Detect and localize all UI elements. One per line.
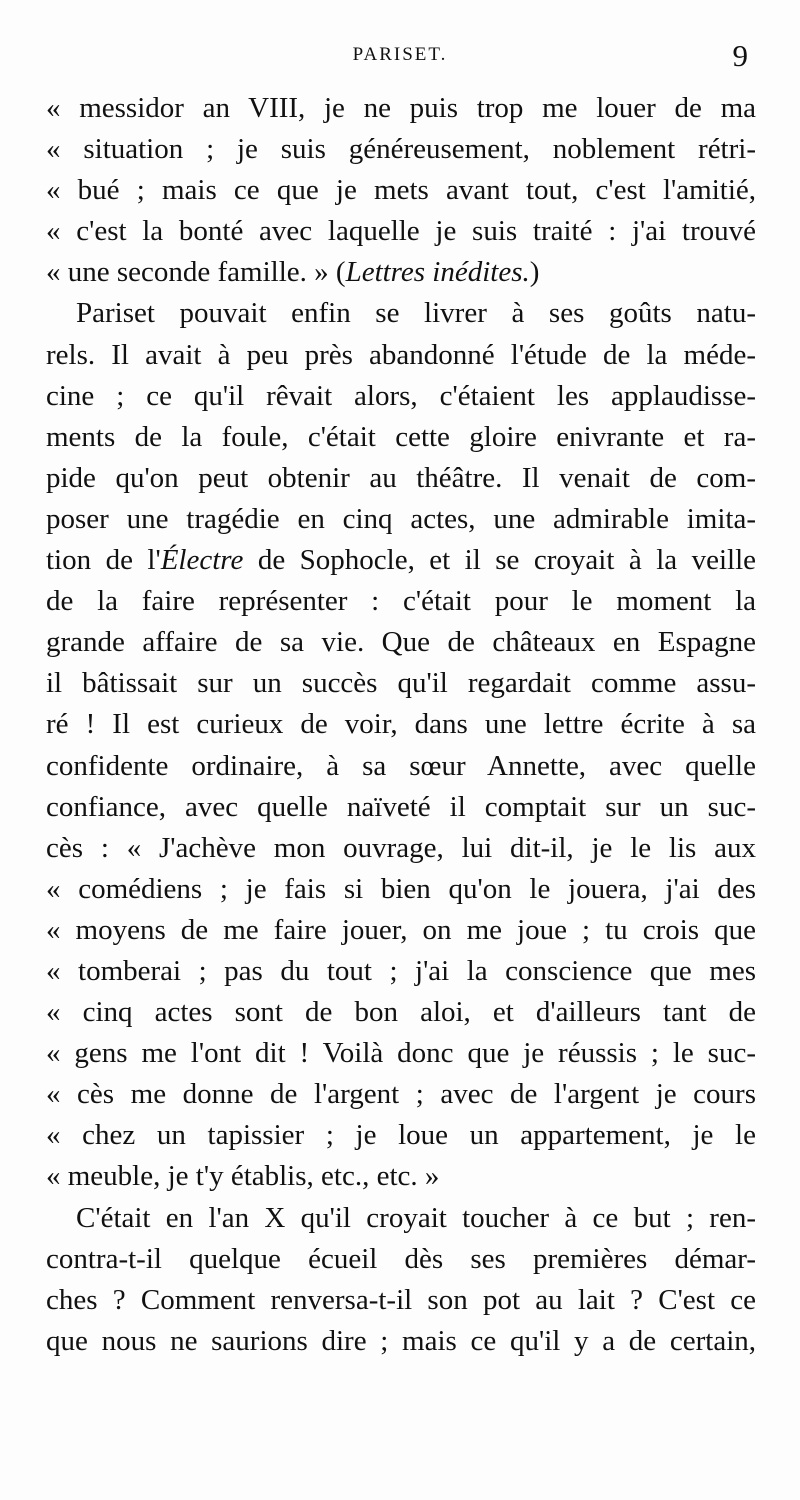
text-line: « chez un tapissier ; je loue un appartement, je le (46, 1119, 756, 1152)
text-line: « comédiens ; je fais si bien qu'on le jouera, j'ai des (46, 872, 756, 905)
text-line: tion de l'Électre de Sophocle, et il se croyait à la veille (46, 544, 756, 577)
text-line: il bâtissait sur un succès qu'il regardait comme assu- (46, 667, 756, 700)
page-number: 9 (732, 38, 748, 73)
text-line: ments de la foule, c'était cette gloire enivrante et ra- (46, 420, 756, 453)
text-line: C'était en l'an X qu'il croyait toucher à ce but ; ren- (76, 1201, 756, 1234)
text-line: « tomberai ; pas du tout ; j'ai la conscience que mes (46, 954, 756, 987)
text-line: « bué ; mais ce que je mets avant tout, c'est l'amitié, (46, 174, 756, 207)
text-line: « meuble, je t'y établis, etc., etc. » (46, 1160, 440, 1193)
text-line: « moyens de me faire jouer, on me joue ; tu crois que (46, 913, 756, 946)
text-line: que nous ne saurions dire ; mais ce qu'il y a de certain, (46, 1324, 756, 1357)
text-line: « cès me donne de l'argent ; avec de l'argent je cours (46, 1078, 756, 1111)
text-line: « cinq actes sont de bon aloi, et d'ailleurs tant de (46, 996, 756, 1029)
text-line: pide qu'on peut obtenir au théâtre. Il venait de com- (46, 461, 756, 494)
text-line: contra-t-il quelque écueil dès ses premières démar- (46, 1242, 756, 1275)
text-line: confiance, avec quelle naïveté il comptait sur un suc- (46, 790, 756, 823)
text-line: Pariset pouvait enfin se livrer à ses goûts natu- (76, 297, 756, 330)
text-line: « c'est la bonté avec laquelle je suis traité : j'ai trouvé (46, 215, 756, 248)
text-line: cine ; ce qu'il rêvait alors, c'étaient les applaudisse- (46, 379, 756, 412)
body-text (46, 88, 756, 1362)
text-line: « une seconde famille. » (Lettres inédites.) (46, 256, 540, 289)
text-line: confidente ordinaire, à sa sœur Annette, avec quelle (46, 749, 756, 782)
text-line: de la faire représenter : c'était pour le moment la (46, 585, 756, 618)
text-line: rels. Il avait à peu près abandonné l'étude de la méde- (46, 338, 756, 371)
text-line: « situation ; je suis généreusement, noblement rétri- (46, 133, 756, 166)
text-line: grande affaire de sa vie. Que de châteaux en Espagne (46, 626, 756, 659)
running-title: PARISET. (352, 44, 448, 65)
text-line: ches ? Comment renversa-t-il son pot au lait ? C'est ce (46, 1283, 756, 1316)
text-line: cès : « J'achève mon ouvrage, lui dit-il, je le lis aux (46, 831, 756, 864)
text-line: « gens me l'ont dit ! Voilà donc que je réussis ; le suc- (46, 1037, 756, 1070)
running-head (0, 38, 800, 74)
text-line: ré ! Il est curieux de voir, dans une lettre écrite à sa (46, 708, 756, 741)
text-line: « messidor an VIII, je ne puis trop me louer de ma (46, 92, 756, 124)
text-line: poser une tragédie en cinq actes, une admirable imita- (46, 502, 756, 535)
